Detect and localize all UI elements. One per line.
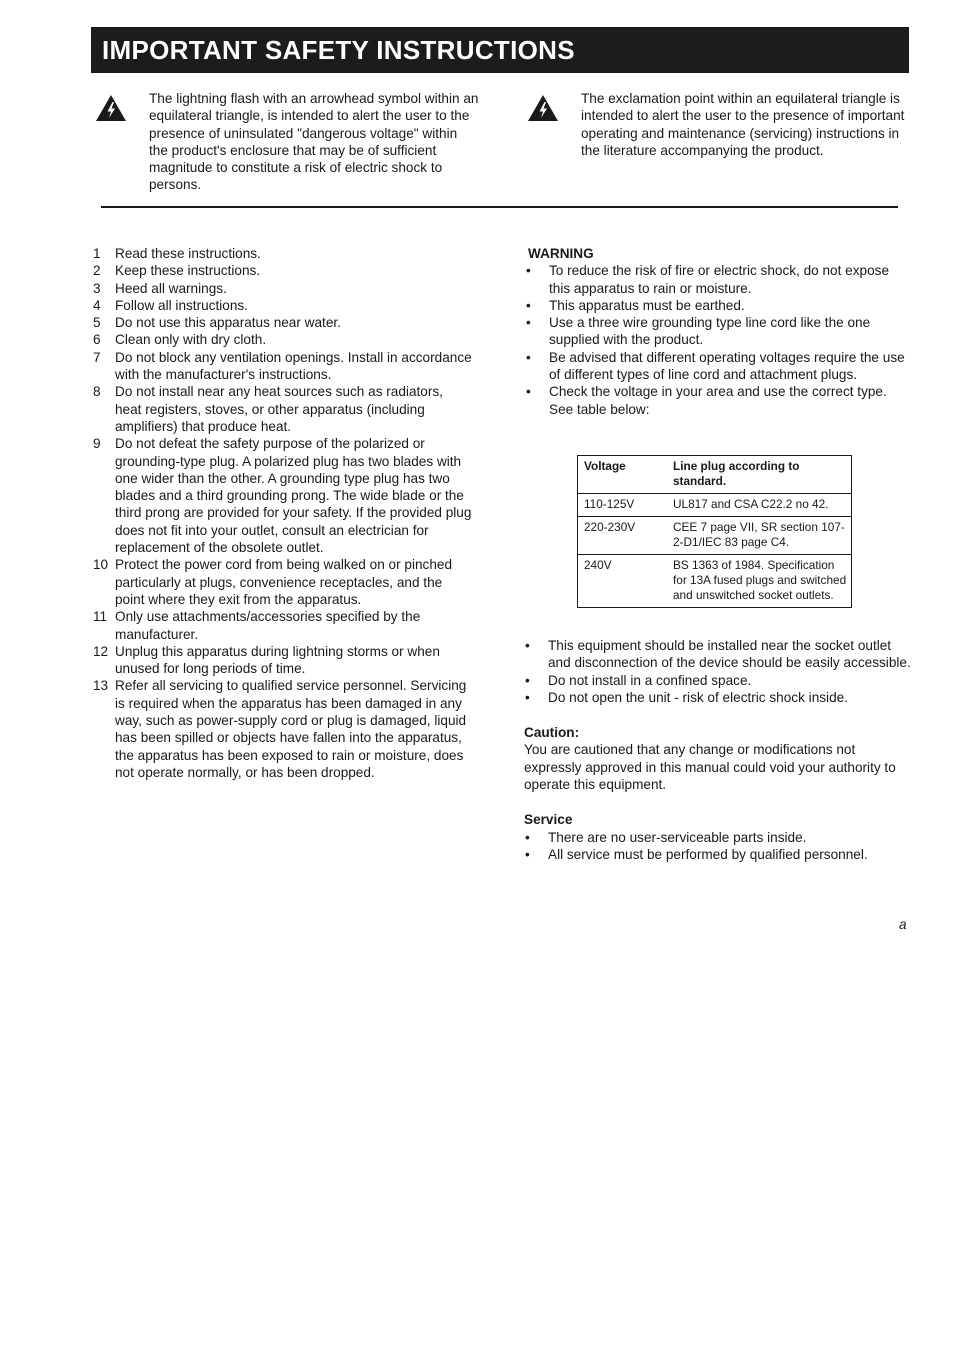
page-marker: a xyxy=(899,917,907,932)
instruction-item xyxy=(93,383,473,435)
instruction-number: 11 xyxy=(93,609,108,625)
instruction-item xyxy=(93,608,473,643)
table-header-row xyxy=(578,456,852,494)
bullet-item xyxy=(525,383,910,418)
instruction-item xyxy=(93,435,473,556)
service-list xyxy=(524,829,914,864)
instruction-item xyxy=(93,262,473,279)
table-cell: BS 1363 of 1984. Specification for 13A fused plugs and switched and unswitched socket outlets. xyxy=(667,555,852,608)
bullet-text: This equipment should be installed near the socket outlet and disconnection of the device should be easily accessible. xyxy=(548,638,911,671)
instruction-text: Only use attachments/accessories specified by the manufacturer. xyxy=(115,609,421,642)
table-cell: UL817 and CSA C22.2 no 42. xyxy=(667,494,852,517)
bullet-item xyxy=(525,349,910,384)
instruction-text: Keep these instructions. xyxy=(115,263,261,279)
bullet-mark: • xyxy=(526,297,531,313)
installation-and-service-section xyxy=(524,637,914,863)
bullet-mark: • xyxy=(525,846,530,862)
bullet-mark: • xyxy=(525,829,530,845)
instruction-number: 5 xyxy=(93,315,101,331)
instruction-text: Do not defeat the safety purpose of the polarized or grounding-type plug. A polarized plug has two blades with one wider than the other. A grounding type plug has two blades and a third grounding prong. The wide blade or the third prong are provided for your safety. If the provided plug does not fit into your outlet, consult an electrician for replacement of the obsolete outlet. xyxy=(115,436,472,556)
instruction-number: 3 xyxy=(93,280,101,296)
bullet-item xyxy=(524,846,914,863)
instruction-number: 6 xyxy=(93,332,101,348)
table-row xyxy=(578,517,852,555)
instruction-number: 12 xyxy=(93,643,109,659)
bullet-item xyxy=(524,829,914,846)
table-cell: 110-125V xyxy=(578,494,668,517)
warning-section xyxy=(525,245,910,418)
bullet-mark: • xyxy=(526,384,531,400)
instruction-item xyxy=(93,677,473,781)
install-notes-list xyxy=(524,637,914,706)
bullet-text: All service must be performed by qualified personnel. xyxy=(548,846,868,862)
instruction-text: Protect the power cord from being walked on or pinched particularly at plugs, convenience receptacles, and the point where they exit from the apparatus. xyxy=(115,557,453,607)
instruction-number: 13 xyxy=(93,678,109,694)
instruction-text: Read these instructions. xyxy=(115,246,261,261)
instruction-item xyxy=(93,643,473,678)
instruction-text: Unplug this apparatus during lightning storms or when unused for long periods of time. xyxy=(115,643,440,677)
bullet-text: To reduce the risk of fire or electric shock, do not expose this apparatus to rain or moisture. xyxy=(549,263,890,296)
instruction-text: Do not block any ventilation openings. Install in accordance with the manufacturer's instructions. xyxy=(115,349,472,383)
instruction-item xyxy=(93,314,473,331)
bullet-mark: • xyxy=(525,689,530,705)
bullet-mark: • xyxy=(525,672,530,688)
table-cell: 240V xyxy=(578,555,668,608)
instruction-text: Do not use this apparatus near water. xyxy=(115,315,341,331)
instruction-item xyxy=(93,245,473,262)
table-cell: 220-230V xyxy=(578,517,668,555)
bullet-item xyxy=(524,637,914,672)
voltage-table xyxy=(577,455,852,608)
instruction-text: Follow all instructions. xyxy=(115,297,248,313)
instructions-column xyxy=(93,245,473,781)
bullet-item xyxy=(524,689,914,706)
instruction-item xyxy=(93,349,473,384)
instruction-number: 8 xyxy=(93,384,101,400)
instruction-number: 10 xyxy=(93,557,109,573)
bullet-mark: • xyxy=(526,263,531,279)
warning-heading: WARNING xyxy=(528,246,594,261)
table-header-plug: Line plug according to standard. xyxy=(667,456,852,494)
section-divider xyxy=(101,206,898,208)
bullet-item xyxy=(525,314,910,349)
instruction-text: Clean only with dry cloth. xyxy=(115,332,267,348)
bullet-text: Check the voltage in your area and use the correct type. See table below: xyxy=(549,384,887,417)
bullet-text: Do not install in a confined space. xyxy=(548,672,752,688)
bullet-item xyxy=(524,672,914,689)
bullet-item xyxy=(525,297,910,314)
instructions-list xyxy=(93,245,473,781)
exclamation-warning-triangle-icon xyxy=(527,94,559,122)
instruction-item xyxy=(93,331,473,348)
caution-text: You are cautioned that any change or modifications not expressly approved in this manual could void your authority to operate this equipment. xyxy=(524,742,896,793)
bullet-text: This apparatus must be earthed. xyxy=(549,297,745,313)
bullet-mark: • xyxy=(525,638,530,653)
bullet-mark: • xyxy=(526,349,531,365)
exclamation-symbol-text: The exclamation point within an equilateral triangle is intended to alert the user to the presence of important operating and maintenance (servicing) instructions in the literature accompanying the product. xyxy=(581,91,905,158)
instruction-number: 9 xyxy=(93,436,101,452)
warning-list xyxy=(525,262,910,418)
bullet-item xyxy=(525,262,910,297)
table-row xyxy=(578,494,852,517)
caution-heading: Caution: xyxy=(524,725,580,741)
instruction-item xyxy=(93,280,473,297)
instruction-item xyxy=(93,556,473,608)
bullet-text: Be advised that different operating voltages require the use of different types of line cord and attachment plugs. xyxy=(549,349,905,383)
bullet-mark: • xyxy=(526,315,531,331)
instruction-text: Refer all servicing to qualified service personnel. Servicing is required when the apparatus has been damaged in any way, such as power-supply cord or plug is damaged, liquid has been spilled or objects have fallen into the apparatus, the apparatus has been exposed to rain or moisture, does not operate normally, or has been dropped. xyxy=(115,678,467,780)
table-row xyxy=(578,555,852,608)
instruction-number: 7 xyxy=(93,349,101,365)
instruction-number: 1 xyxy=(93,246,101,261)
service-heading: Service xyxy=(524,812,573,828)
instruction-item xyxy=(93,297,473,314)
lightning-symbol-text: The lightning flash with an arrowhead symbol within an equilateral triangle, is intended to alert the user to the presence of uninsulated "dangerous voltage" within the product's enclosure that may be of sufficient magnitude to constitute a risk of electric shock to persons. xyxy=(149,91,479,193)
bullet-text: Use a three wire grounding type line cord like the one supplied with the product. xyxy=(549,315,871,348)
bullet-text: There are no user-serviceable parts inside. xyxy=(548,829,807,845)
bullet-text: Do not open the unit - risk of electric shock inside. xyxy=(548,689,848,705)
instruction-number: 4 xyxy=(93,297,101,313)
instruction-text: Heed all warnings. xyxy=(115,280,227,296)
instruction-text: Do not install near any heat sources such as radiators, heat registers, stoves, or other apparatus (including amplifiers) that produce heat. xyxy=(115,384,443,434)
instruction-number: 2 xyxy=(93,263,101,279)
page-title: IMPORTANT SAFETY INSTRUCTIONS xyxy=(91,27,909,73)
table-cell: CEE 7 page VII, SR section 107-2-D1/IEC 83 page C4. xyxy=(667,517,852,555)
lightning-warning-triangle-icon xyxy=(95,94,127,122)
table-header-voltage: Voltage xyxy=(578,456,668,494)
